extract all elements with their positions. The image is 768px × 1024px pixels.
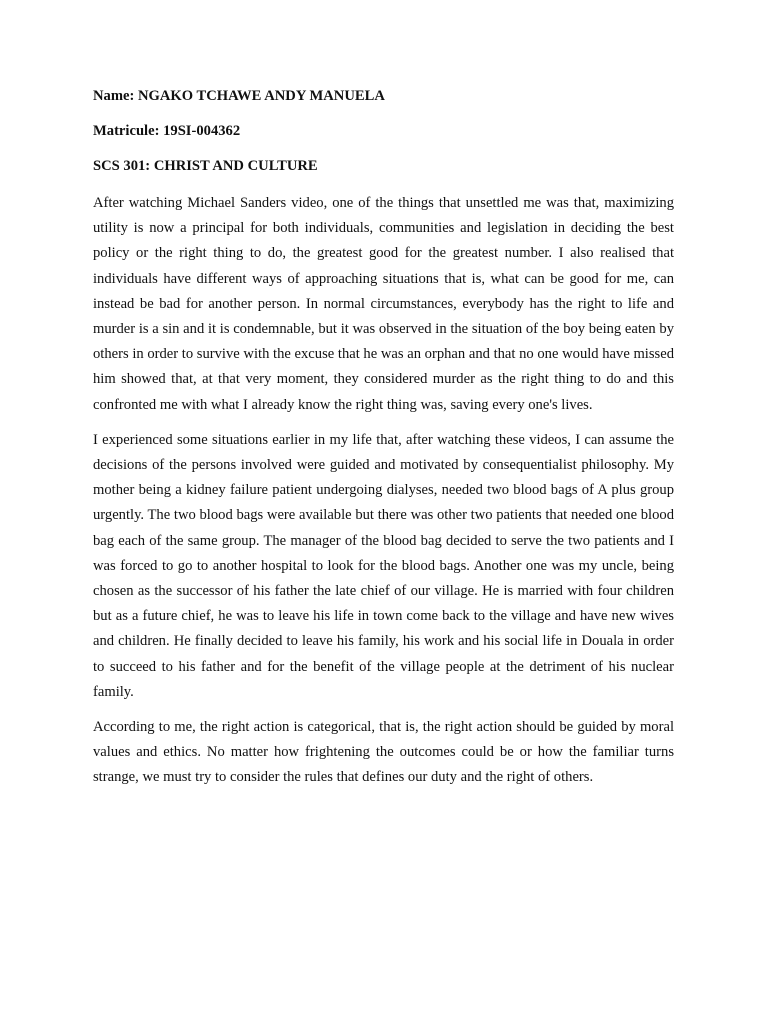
paragraph-2: I experienced some situations earlier in my life that, after watching these videos, I can assume the decisions of the persons involved were guided and motivated by consequentialist philosophy. My mother being a kidney failure patient undergoing dialyses, needed two blood bags of A plus group urgently. The two blood bags were available but there was other two patients that needed one blood bag each of the same group. The manager of the blood bag decided to serve the two patients and I was forced to go to another hospital to look for the blood bags. Another one was my uncle, being chosen as the successor of his father the late chief of our village. He is married with four children but as a future chief, he was to leave his life in town come back to the village and have new wives and children. He finally decided to leave his family, his work and his social life in Douala in order to succeed to his father and for the benefit of the village people at the detriment of his nuclear family. [93,431,674,700]
student-matricule: Matricule: 19SI-004362 [93,123,241,139]
document-page [93,86,674,801]
paragraph-1: After watching Michael Sanders video, one of the things that unsettled me was that, maximizing utility is now a principal for both individuals, communities and legislation in deciding the best policy or the right thing to do, the greatest good for the greatest number. I also realised that individuals have different ways of approaching situations that is, what can be good for me, can instead be bad for another person. In normal circumstances, everybody has the right to life and murder is a sin and it is condemnable, but it was observed in the situation of the boy being eaten by others in order to survive with the excuse that he was an orphan and that no one would have missed him showed that, at that very moment, they considered murder as the right thing to do and this confronted me with what I already know the right thing was, saving every one's lives. [93,195,674,413]
course-title: SCS 301: CHRIST AND CULTURE [93,158,318,174]
paragraph-3: According to me, the right action is categorical, that is, the right action should be guided by moral values and ethics. No matter how frightening the outcomes could be or how the familiar turns strange, we must try to consider the rules that defines our duty and the right of others. [93,719,674,786]
student-name: Name: NGAKO TCHAWE ANDY MANUELA [93,88,385,104]
